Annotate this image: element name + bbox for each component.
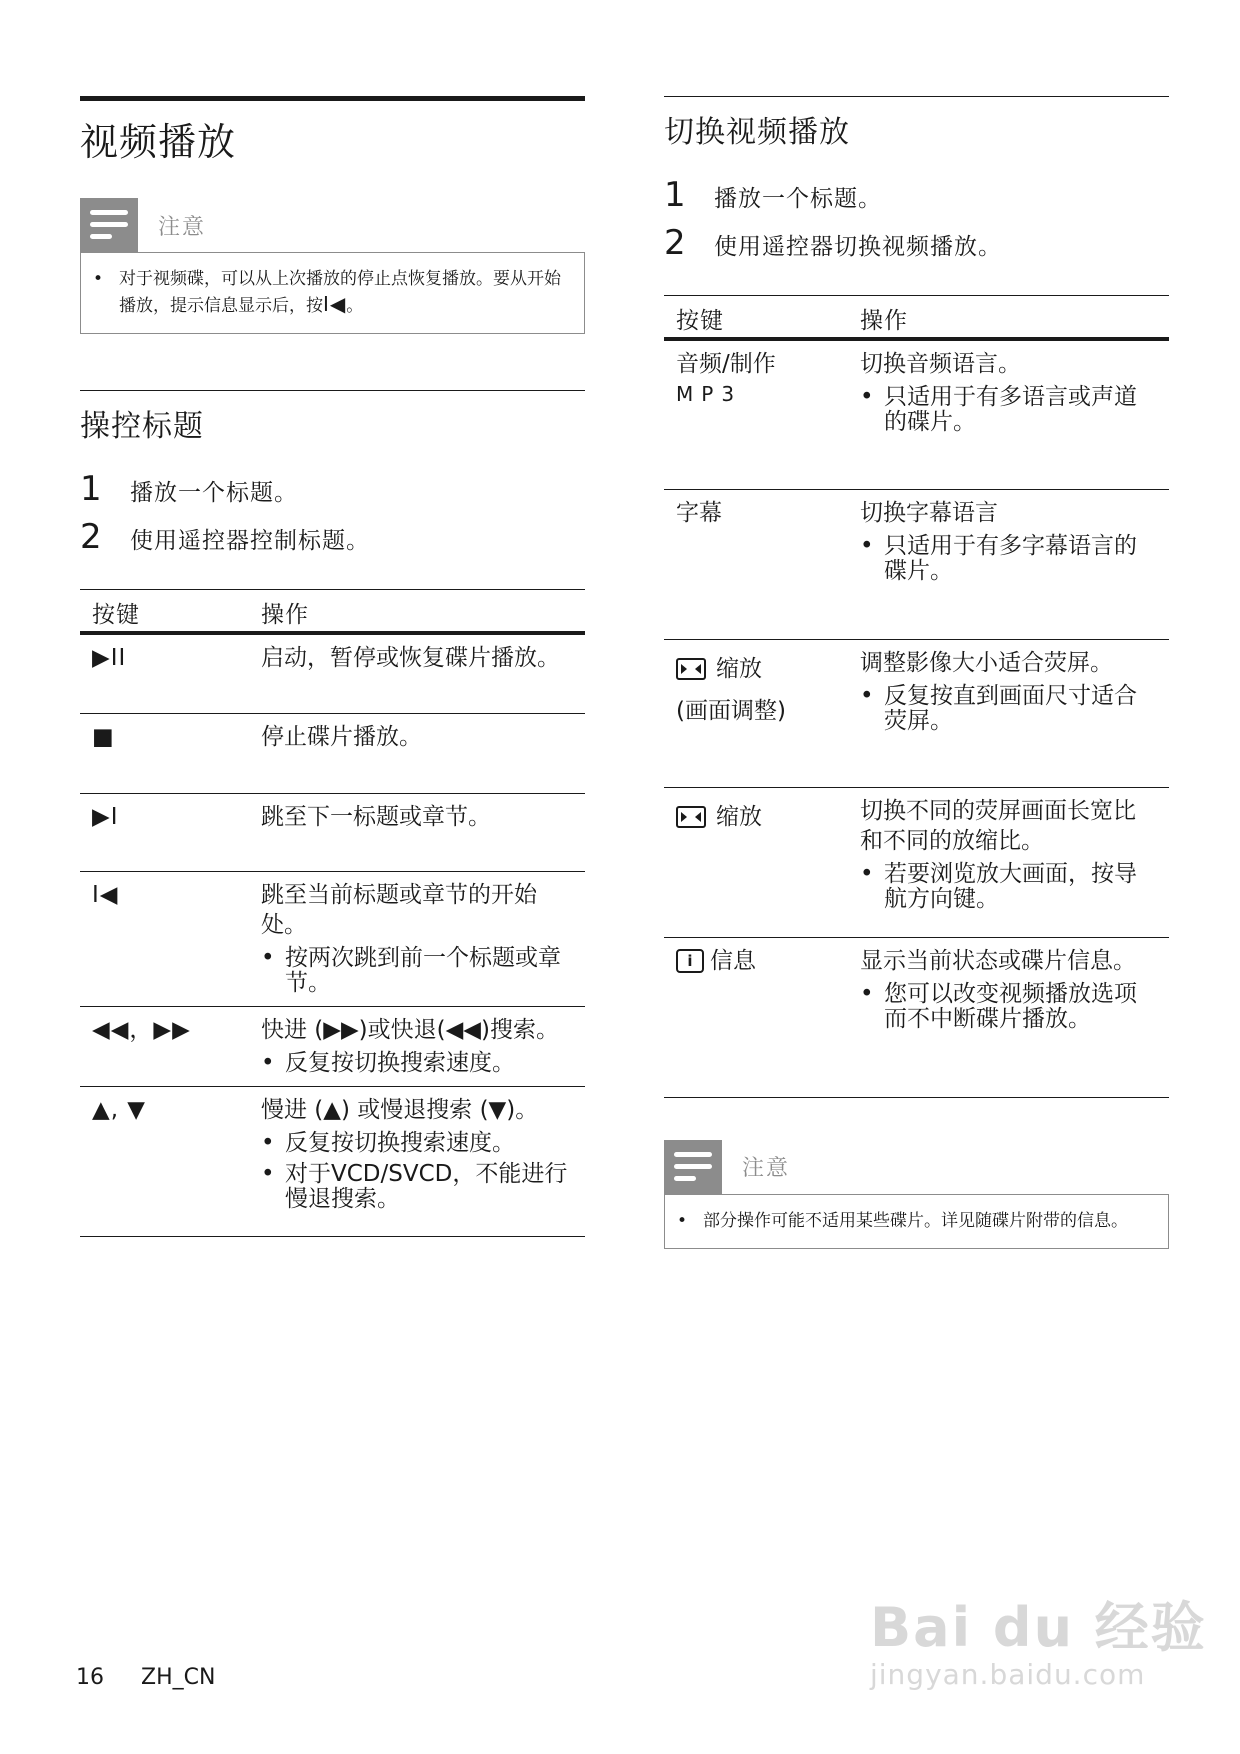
steps-list bbox=[664, 175, 1169, 271]
table-row: ▲, ▼ 慢进 (▲) 或慢退搜索 (▼)。 • 反复按切换搜索速度。 • 对于VCD/SVCD，不能进行慢退搜索。 bbox=[80, 1086, 585, 1236]
note-box bbox=[664, 1140, 1169, 1249]
table-row: 缩放 切换不同的荧屏画面长宽比和不同的放缩比。 • 若要浏览放大画面，按导航方向键。 bbox=[664, 787, 1169, 937]
fast-search-icons: ◀◀，▶▶ bbox=[80, 1006, 249, 1086]
table-row: 音频/制作 MP3 切换音频语言。 • 只适用于有多语言或声道的碟片。 bbox=[664, 339, 1169, 489]
table-row: ◀◀，▶▶ 快进 (▶▶)或快退(◀◀)搜索。 • 反复按切换搜索速度。 bbox=[80, 1006, 585, 1086]
prev-icon: I◀ bbox=[323, 292, 347, 316]
table-row: ▶II 启动，暂停或恢复碟片播放。 bbox=[80, 633, 585, 713]
controls-table bbox=[80, 589, 585, 1237]
zoom-icon bbox=[676, 658, 706, 680]
table-row: i 信息 显示当前状态或碟片信息。 • 您可以改变视频播放选项而不中断碟片播放。 bbox=[664, 937, 1169, 1097]
section-title: 切换视频播放 bbox=[664, 115, 850, 150]
left-column bbox=[80, 96, 585, 1237]
table-row: 字幕 切换字幕语言 • 只适用于有多字幕语言的碟片。 bbox=[664, 489, 1169, 639]
section-rule bbox=[80, 390, 585, 391]
page-footer bbox=[76, 1665, 215, 1690]
video-switch-table bbox=[664, 295, 1169, 1098]
language-code: ZH_CN bbox=[141, 1665, 216, 1690]
table-row: 缩放 (画面调整) 调整影像大小适合荧屏。 • 反复按直到画面尺寸适合荧屏。 bbox=[664, 639, 1169, 787]
prev-icon: I◀ bbox=[80, 871, 249, 1006]
step-item: 2 使用遥控器控制标题。 bbox=[80, 517, 370, 557]
title-rule bbox=[80, 96, 585, 101]
step-item: 1 播放一个标题。 bbox=[664, 175, 882, 215]
page-number: 16 bbox=[76, 1665, 104, 1690]
table-row: ■ 停止碟片播放。 bbox=[80, 713, 585, 793]
col-key: 按键 bbox=[664, 296, 848, 340]
col-key: 按键 bbox=[80, 590, 249, 634]
play-pause-icon: ▶II bbox=[80, 633, 249, 713]
col-op: 操作 bbox=[249, 590, 585, 634]
note-title: 注意 bbox=[158, 214, 207, 240]
note-title: 注意 bbox=[742, 1156, 791, 1181]
next-icon: ▶I bbox=[80, 793, 249, 871]
section-title: 操控标题 bbox=[80, 409, 204, 444]
zoom-icon bbox=[676, 806, 706, 828]
note-box bbox=[80, 198, 585, 334]
table-row: ▶I 跳至下一标题或章节。 bbox=[80, 793, 585, 871]
note-text: 对于视频碟，可以从上次播放的停止点恢复播放。要从开始播放，提示信息显示后，按 bbox=[119, 269, 561, 316]
note-body: • 部分操作可能不适用某些碟片。详见随碟片附带的信息。 bbox=[664, 1194, 1169, 1249]
watermark-logo: Bai du 经验 bbox=[870, 1596, 1207, 1659]
step-item: 1 播放一个标题。 bbox=[80, 469, 298, 509]
slow-search-icons: ▲, ▼ bbox=[80, 1086, 249, 1236]
note-icon bbox=[664, 1140, 722, 1194]
watermark-url: jingyan.baidu.com bbox=[870, 1658, 1146, 1691]
col-op: 操作 bbox=[848, 296, 1169, 340]
section-rule bbox=[664, 96, 1169, 97]
stop-icon: ■ bbox=[80, 713, 249, 793]
right-column bbox=[664, 96, 1169, 1249]
note-body: • 对于视频碟，可以从上次播放的停止点恢复播放。要从开始播放，提示信息显示后，按I◀。 bbox=[80, 252, 585, 334]
page-title: 视频播放 bbox=[80, 120, 237, 164]
note-icon bbox=[80, 198, 138, 252]
baidu-watermark bbox=[870, 1585, 1207, 1691]
step-item: 2 使用遥控器切换视频播放。 bbox=[664, 223, 1002, 263]
info-icon: i bbox=[676, 949, 704, 973]
steps-list bbox=[80, 469, 585, 565]
table-row: I◀ 跳至当前标题或章节的开始处。 • 按两次跳到前一个标题或章节。 bbox=[80, 871, 585, 1006]
note-text: 部分操作可能不适用某些碟片。详见随碟片附带的信息。 bbox=[703, 1210, 1128, 1231]
